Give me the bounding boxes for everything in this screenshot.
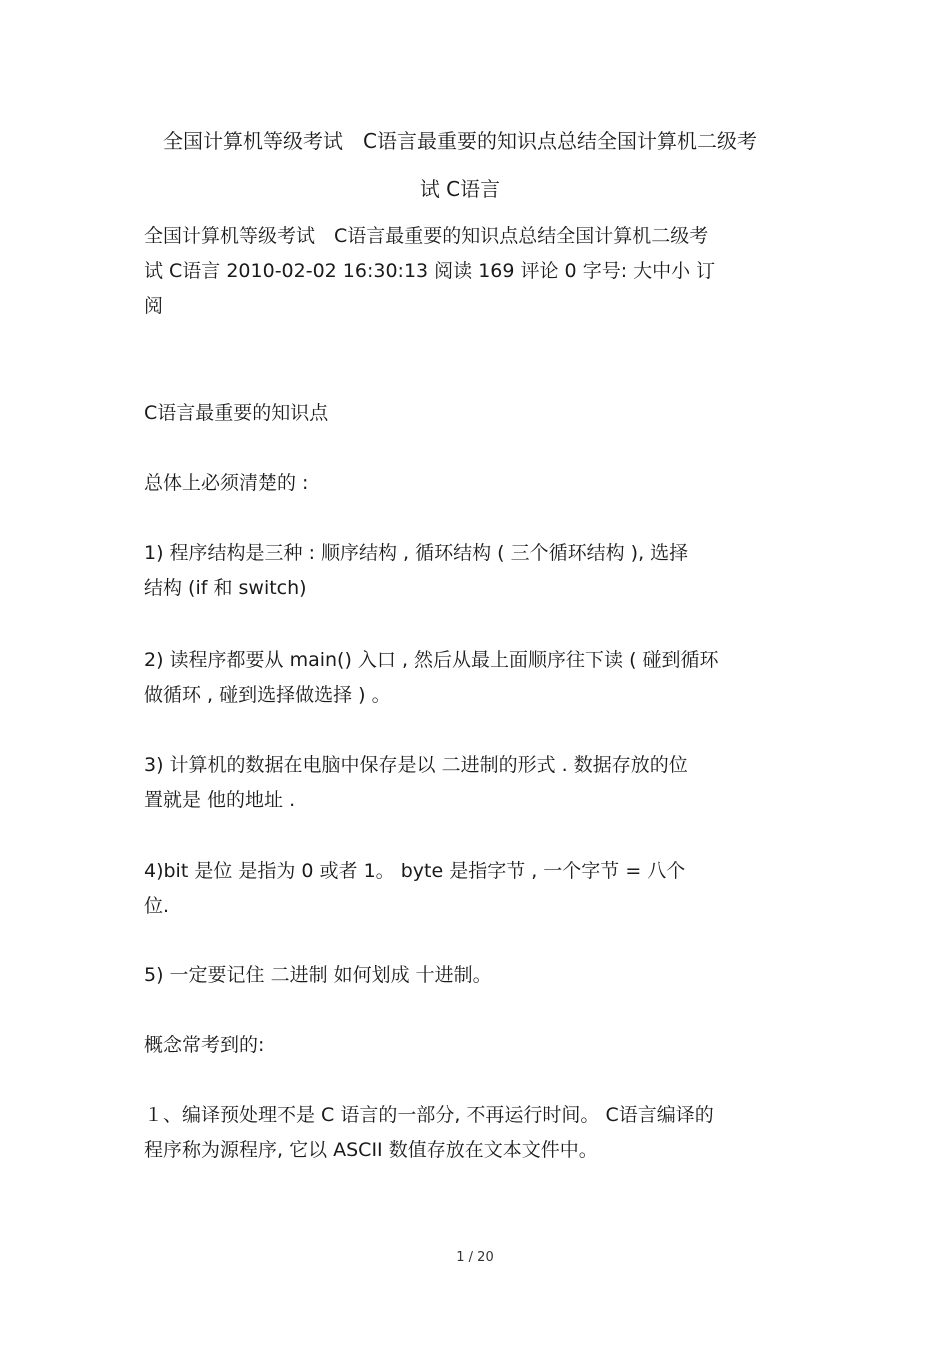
- list-item-5-line-1: 5) 一定要记住 二进制 如何划成 十进制。: [144, 964, 492, 986]
- title-line-1: 全国计算机等级考试 C语言最重要的知识点总结全国计算机二级考: [163, 129, 757, 153]
- list-item-3-line-2: 置就是 他的地址 .: [144, 789, 296, 811]
- concept-item-1-line-1: １、编译预处理不是 C 语言的一部分, 不再运行时间。 C语言编译的: [144, 1104, 714, 1126]
- list-item-2-line-1: 2) 读程序都要从 main() 入口 , 然后从最上面顺序往下读 ( 碰到循环: [144, 649, 719, 671]
- concept-item-1: [144, 1098, 810, 1168]
- concept-heading-text: 概念常考到的:: [144, 1034, 265, 1056]
- list-item-2: [144, 643, 810, 713]
- concept-heading: [144, 1028, 810, 1063]
- document-title: [140, 113, 780, 209]
- page-number: 1 / 20: [456, 1250, 494, 1265]
- list-item-1-line-1: 1) 程序结构是三种 : 顺序结构 , 循环结构 ( 三个循环结构 ), 选择: [144, 542, 689, 564]
- intro-text: 总体上必须清楚的 :: [144, 472, 309, 494]
- list-item-3-line-1: 3) 计算机的数据在电脑中保存是以 二进制的形式 . 数据存放的位: [144, 754, 688, 776]
- meta-line-2: 试 C语言 2010-02-02 16:30:13 阅读 169 评论 0 字号: 大中小 订: [144, 260, 716, 282]
- list-item-4-line-2: 位.: [144, 895, 170, 917]
- meta-line-1: 全国计算机等级考试 C语言最重要的知识点总结全国计算机二级考: [144, 225, 709, 247]
- meta-line-3: 阅: [144, 295, 164, 317]
- list-item-3: [144, 748, 810, 818]
- list-item-1-line-2: 结构 (if 和 switch): [144, 577, 307, 599]
- list-item-4: [144, 854, 810, 924]
- list-item-2-line-2: 做循环 , 碰到选择做选择 ) 。: [144, 684, 391, 706]
- article-meta: [144, 219, 824, 324]
- section-heading-text: C语言最重要的知识点: [144, 402, 329, 424]
- section-heading: [144, 396, 810, 431]
- title-line-2: 试 C语言: [419, 177, 501, 201]
- list-item-5: [144, 958, 810, 993]
- intro-paragraph: [144, 466, 810, 501]
- list-item-4-line-1: 4)bit 是位 是指为 0 或者 1。 byte 是指字节 , 一个字节 = 八个: [144, 860, 686, 882]
- concept-item-1-line-2: 程序称为源程序, 它以 ASCII 数值存放在文本文件中。: [144, 1139, 598, 1161]
- list-item-1: [144, 536, 810, 606]
